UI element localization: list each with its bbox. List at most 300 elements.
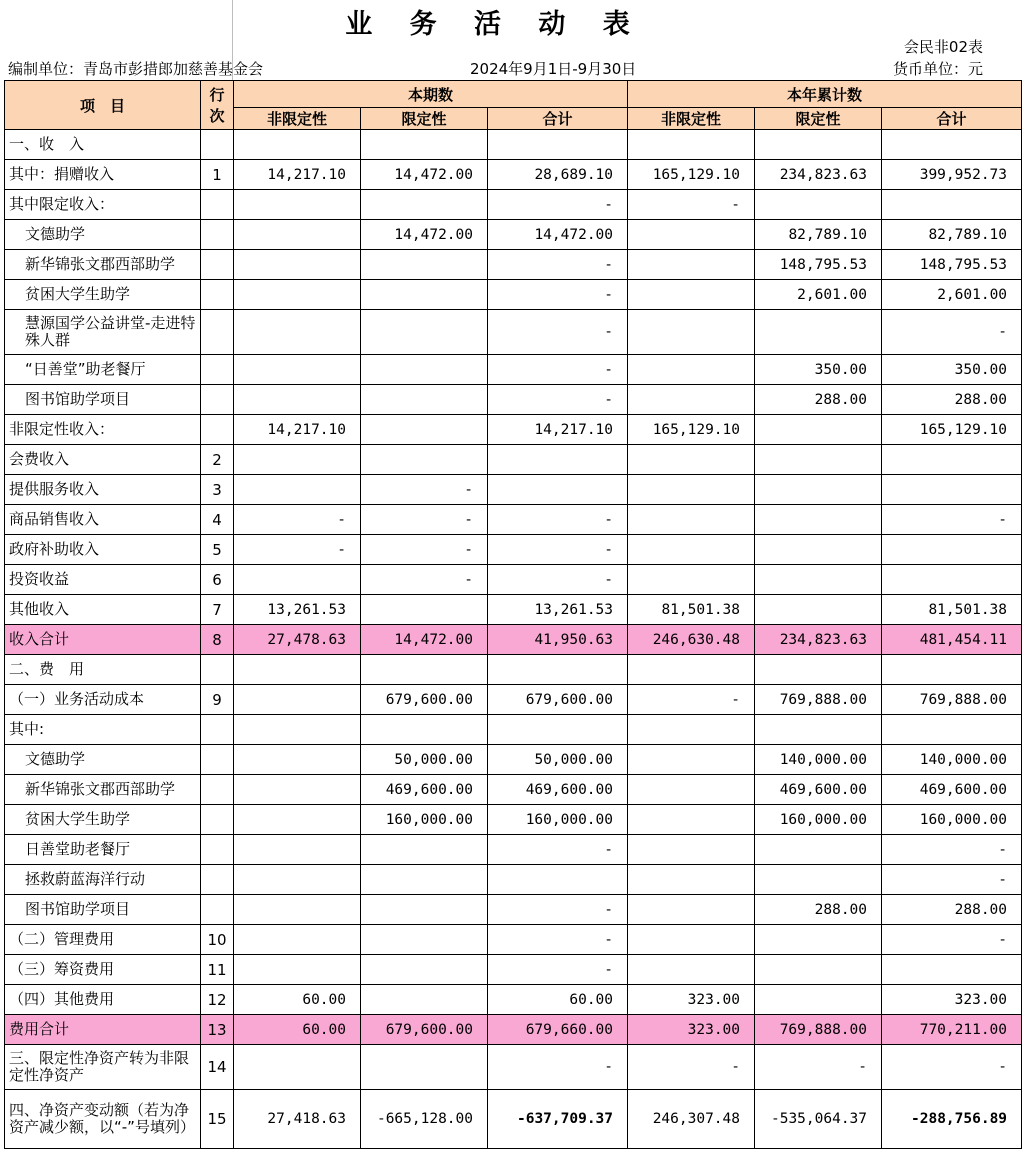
table-row [5, 985, 1022, 1015]
row-item-label: 政府补助收入 [5, 535, 201, 565]
row-item-label: 图书馆助学项目 [5, 385, 201, 415]
table-row [5, 925, 1022, 955]
table-row [5, 745, 1022, 775]
cell-ytd-unrestricted [628, 805, 755, 835]
header-ytd-restricted: 限定性 [755, 108, 882, 130]
reporting-unit-label: 编制单位： [8, 60, 84, 78]
cell-ytd-total: 81,501.38 [882, 595, 1022, 625]
cell-current-restricted [361, 415, 488, 445]
row-line-number [201, 280, 234, 310]
cell-ytd-total: - [882, 310, 1022, 355]
row-line-number: 15 [201, 1090, 234, 1149]
row-line-number: 11 [201, 955, 234, 985]
table-row [5, 1090, 1022, 1149]
cell-current-unrestricted [234, 130, 361, 160]
cell-current-total: - [488, 355, 628, 385]
cell-ytd-total: 399,952.73 [882, 160, 1022, 190]
cell-current-total: - [488, 535, 628, 565]
cell-current-unrestricted: - [234, 505, 361, 535]
cell-current-unrestricted [234, 355, 361, 385]
cell-current-total: 13,261.53 [488, 595, 628, 625]
activity-table [4, 80, 1022, 1149]
row-line-number: 7 [201, 595, 234, 625]
cell-current-restricted: 679,600.00 [361, 685, 488, 715]
header-ytd-total: 合计 [882, 108, 1022, 130]
cell-ytd-unrestricted [628, 310, 755, 355]
cell-ytd-restricted [755, 445, 882, 475]
cell-ytd-total [882, 130, 1022, 160]
cell-current-restricted [361, 250, 488, 280]
cell-current-restricted [361, 985, 488, 1015]
row-line-number [201, 655, 234, 685]
cell-current-restricted: 14,472.00 [361, 160, 488, 190]
cell-ytd-unrestricted [628, 445, 755, 475]
cell-ytd-restricted [755, 955, 882, 985]
cell-current-restricted: 160,000.00 [361, 805, 488, 835]
table-row [5, 310, 1022, 355]
cell-current-total: 14,217.10 [488, 415, 628, 445]
cell-current-restricted [361, 385, 488, 415]
cell-ytd-restricted [755, 535, 882, 565]
cell-ytd-unrestricted [628, 895, 755, 925]
row-item-label: 会费收入 [5, 445, 201, 475]
table-row [5, 280, 1022, 310]
cell-current-unrestricted [234, 865, 361, 895]
cell-current-total: - [488, 835, 628, 865]
cell-current-total: - [488, 505, 628, 535]
cell-current-restricted: - [361, 535, 488, 565]
row-line-number [201, 250, 234, 280]
row-line-number [201, 190, 234, 220]
row-item-label: 收入合计 [5, 625, 201, 655]
cell-ytd-total [882, 715, 1022, 745]
cell-current-restricted [361, 130, 488, 160]
cell-current-total: 50,000.00 [488, 745, 628, 775]
cell-current-unrestricted [234, 280, 361, 310]
cell-current-unrestricted [234, 310, 361, 355]
cell-current-unrestricted [234, 955, 361, 985]
cell-ytd-restricted: 288.00 [755, 895, 882, 925]
cell-current-total: 679,660.00 [488, 1015, 628, 1045]
cell-ytd-restricted: 769,888.00 [755, 685, 882, 715]
cell-ytd-restricted [755, 505, 882, 535]
cell-current-restricted [361, 955, 488, 985]
table-row [5, 595, 1022, 625]
row-item-label: （四）其他费用 [5, 985, 201, 1015]
table-row [5, 1045, 1022, 1090]
cell-ytd-total: 82,789.10 [882, 220, 1022, 250]
cell-ytd-restricted: 769,888.00 [755, 1015, 882, 1045]
row-line-number: 2 [201, 445, 234, 475]
cell-current-restricted [361, 595, 488, 625]
row-line-number [201, 865, 234, 895]
total-row [5, 625, 1022, 655]
table-row [5, 685, 1022, 715]
cell-ytd-total: 165,129.10 [882, 415, 1022, 445]
row-line-number: 5 [201, 535, 234, 565]
cell-ytd-unrestricted [628, 925, 755, 955]
header-current-unrestricted: 非限定性 [234, 108, 361, 130]
cell-current-total: 60.00 [488, 985, 628, 1015]
cell-ytd-restricted [755, 835, 882, 865]
table-row [5, 565, 1022, 595]
header-year-to-date: 本年累计数 [628, 81, 1022, 108]
table-row [5, 130, 1022, 160]
row-item-label: 其中: [5, 715, 201, 745]
cell-ytd-total: 288.00 [882, 895, 1022, 925]
row-item-label: 其他收入 [5, 595, 201, 625]
cell-ytd-restricted: 160,000.00 [755, 805, 882, 835]
cell-ytd-unrestricted: 246,307.48 [628, 1090, 755, 1149]
row-item-label: 费用合计 [5, 1015, 201, 1045]
cell-current-unrestricted: 27,478.63 [234, 625, 361, 655]
cell-ytd-unrestricted [628, 250, 755, 280]
cell-current-restricted [361, 715, 488, 745]
cell-ytd-total: 350.00 [882, 355, 1022, 385]
row-item-label: 图书馆助学项目 [5, 895, 201, 925]
cell-ytd-total: - [882, 1045, 1022, 1090]
cell-current-unrestricted: 27,418.63 [234, 1090, 361, 1149]
cell-current-unrestricted: - [234, 535, 361, 565]
cell-ytd-restricted [755, 310, 882, 355]
row-line-number: 3 [201, 475, 234, 505]
cell-ytd-restricted [755, 925, 882, 955]
cell-current-unrestricted [234, 190, 361, 220]
table-row [5, 805, 1022, 835]
cell-ytd-unrestricted: 323.00 [628, 1015, 755, 1045]
cell-ytd-total: - [882, 865, 1022, 895]
row-line-number: 14 [201, 1045, 234, 1090]
page-title: 业 务 活 动 表 [345, 9, 644, 40]
cell-current-restricted: 469,600.00 [361, 775, 488, 805]
header-current-restricted: 限定性 [361, 108, 488, 130]
row-item-label: 提供服务收入 [5, 475, 201, 505]
cell-current-unrestricted [234, 775, 361, 805]
cell-current-restricted [361, 865, 488, 895]
header-current-period: 本期数 [234, 81, 628, 108]
cell-ytd-unrestricted [628, 865, 755, 895]
cell-ytd-unrestricted [628, 535, 755, 565]
cell-current-total: 679,600.00 [488, 685, 628, 715]
cell-current-total: 160,000.00 [488, 805, 628, 835]
row-line-number [201, 220, 234, 250]
cell-current-total [488, 655, 628, 685]
cell-current-restricted: 50,000.00 [361, 745, 488, 775]
cell-ytd-restricted: 234,823.63 [755, 160, 882, 190]
cell-ytd-unrestricted [628, 955, 755, 985]
cell-ytd-total: 323.00 [882, 985, 1022, 1015]
table-row [5, 250, 1022, 280]
row-line-number: 13 [201, 1015, 234, 1045]
cell-current-restricted [361, 925, 488, 955]
cell-ytd-unrestricted [628, 745, 755, 775]
table-row [5, 535, 1022, 565]
cell-ytd-restricted: 288.00 [755, 385, 882, 415]
cell-current-total: - [488, 190, 628, 220]
table-row [5, 775, 1022, 805]
header-item: 项 目 [5, 81, 201, 130]
cell-current-unrestricted [234, 805, 361, 835]
cell-current-unrestricted: 60.00 [234, 985, 361, 1015]
cell-current-restricted [361, 895, 488, 925]
cell-ytd-restricted: 350.00 [755, 355, 882, 385]
cell-current-restricted [361, 655, 488, 685]
cell-ytd-total [882, 655, 1022, 685]
cell-ytd-restricted [755, 595, 882, 625]
row-line-number [201, 775, 234, 805]
cell-ytd-restricted [755, 130, 882, 160]
cell-current-total: 14,472.00 [488, 220, 628, 250]
cell-current-restricted [361, 1045, 488, 1090]
cell-current-restricted [361, 445, 488, 475]
cell-current-total [488, 445, 628, 475]
cell-current-total: - [488, 565, 628, 595]
cell-ytd-total: 770,211.00 [882, 1015, 1022, 1045]
row-item-label: 商品销售收入 [5, 505, 201, 535]
cell-ytd-restricted [755, 565, 882, 595]
cell-ytd-total: 160,000.00 [882, 805, 1022, 835]
cell-ytd-total: 481,454.11 [882, 625, 1022, 655]
row-item-label: 投资收益 [5, 565, 201, 595]
table-row [5, 655, 1022, 685]
cell-ytd-unrestricted [628, 130, 755, 160]
table-row [5, 445, 1022, 475]
cell-current-unrestricted [234, 925, 361, 955]
row-item-label: 新华锦张文郡西部助学 [5, 250, 201, 280]
cell-current-unrestricted [234, 715, 361, 745]
row-item-label: 其中：捐赠收入 [5, 160, 201, 190]
cell-current-unrestricted [234, 655, 361, 685]
cell-ytd-unrestricted [628, 475, 755, 505]
header-current-total: 合计 [488, 108, 628, 130]
cell-current-total [488, 865, 628, 895]
row-item-label: （一）业务活动成本 [5, 685, 201, 715]
row-line-number [201, 745, 234, 775]
cell-current-restricted [361, 355, 488, 385]
cell-current-total: - [488, 955, 628, 985]
cell-ytd-unrestricted: - [628, 685, 755, 715]
cell-current-unrestricted: 13,261.53 [234, 595, 361, 625]
cell-ytd-restricted: 469,600.00 [755, 775, 882, 805]
cell-current-restricted [361, 310, 488, 355]
row-item-label: 文德助学 [5, 745, 201, 775]
row-item-label: 文德助学 [5, 220, 201, 250]
cell-current-unrestricted [234, 250, 361, 280]
row-line-number: 8 [201, 625, 234, 655]
reporting-unit-name: 青岛市彭措郎加慈善基金会 [83, 60, 264, 78]
cell-ytd-unrestricted [628, 280, 755, 310]
table-row [5, 415, 1022, 445]
row-line-number: 6 [201, 565, 234, 595]
table-row [5, 160, 1022, 190]
cell-current-total: 41,950.63 [488, 625, 628, 655]
cell-current-unrestricted [234, 565, 361, 595]
row-line-number [201, 835, 234, 865]
cell-current-total: -637,709.37 [488, 1090, 628, 1149]
cell-ytd-total [882, 190, 1022, 220]
total-row [5, 1015, 1022, 1045]
table-row [5, 835, 1022, 865]
cell-current-total: 28,689.10 [488, 160, 628, 190]
cell-current-restricted: -665,128.00 [361, 1090, 488, 1149]
cell-ytd-restricted: - [755, 1045, 882, 1090]
cell-ytd-unrestricted [628, 835, 755, 865]
row-line-number [201, 805, 234, 835]
cell-ytd-unrestricted [628, 715, 755, 745]
table-row [5, 865, 1022, 895]
row-line-number [201, 895, 234, 925]
cell-ytd-total: -288,756.89 [882, 1090, 1022, 1149]
cell-ytd-unrestricted: - [628, 190, 755, 220]
cell-current-restricted: - [361, 505, 488, 535]
cell-current-restricted: - [361, 475, 488, 505]
cell-ytd-total: 288.00 [882, 385, 1022, 415]
cell-ytd-unrestricted [628, 565, 755, 595]
cell-ytd-restricted: 148,795.53 [755, 250, 882, 280]
cell-current-unrestricted [234, 445, 361, 475]
reporting-unit [8, 58, 263, 79]
cell-current-unrestricted: 14,217.10 [234, 160, 361, 190]
cell-current-total: - [488, 385, 628, 415]
cell-current-unrestricted [234, 835, 361, 865]
cell-ytd-unrestricted [628, 355, 755, 385]
cell-ytd-unrestricted: 323.00 [628, 985, 755, 1015]
row-item-label: 一、收 入 [5, 130, 201, 160]
row-line-number [201, 130, 234, 160]
cell-ytd-restricted [755, 190, 882, 220]
cell-ytd-restricted [755, 655, 882, 685]
cell-ytd-total: 148,795.53 [882, 250, 1022, 280]
cell-ytd-unrestricted [628, 385, 755, 415]
cell-current-total: 469,600.00 [488, 775, 628, 805]
row-item-label: 非限定性收入： [5, 415, 201, 445]
cell-ytd-total: - [882, 835, 1022, 865]
row-item-label: （三）筹资费用 [5, 955, 201, 985]
cell-ytd-restricted [755, 715, 882, 745]
row-line-number [201, 355, 234, 385]
cell-current-unrestricted [234, 1045, 361, 1090]
row-line-number: 12 [201, 985, 234, 1015]
table-row [5, 895, 1022, 925]
row-line-number: 1 [201, 160, 234, 190]
row-line-number: 4 [201, 505, 234, 535]
cell-current-unrestricted [234, 895, 361, 925]
table-row [5, 220, 1022, 250]
table-row [5, 955, 1022, 985]
cell-current-restricted: - [361, 565, 488, 595]
table-row [5, 190, 1022, 220]
row-item-label: “日善堂”助老餐厅 [5, 355, 201, 385]
row-item-label: 其中限定收入： [5, 190, 201, 220]
cell-current-restricted [361, 280, 488, 310]
header-line-no: 行次 [201, 81, 234, 130]
table-row [5, 715, 1022, 745]
table-row [5, 505, 1022, 535]
header-ytd-unrestricted: 非限定性 [628, 108, 755, 130]
table-row [5, 355, 1022, 385]
cell-ytd-unrestricted [628, 775, 755, 805]
cell-ytd-total [882, 475, 1022, 505]
row-item-label: 拯救蔚蓝海洋行动 [5, 865, 201, 895]
cell-current-total [488, 475, 628, 505]
row-item-label: 新华锦张文郡西部助学 [5, 775, 201, 805]
cell-ytd-total [882, 445, 1022, 475]
cell-ytd-unrestricted: 165,129.10 [628, 160, 755, 190]
row-line-number [201, 415, 234, 445]
cell-ytd-total: 769,888.00 [882, 685, 1022, 715]
cell-ytd-restricted [755, 865, 882, 895]
table-row [5, 475, 1022, 505]
cell-ytd-restricted: 2,601.00 [755, 280, 882, 310]
row-line-number: 10 [201, 925, 234, 955]
cell-current-unrestricted [234, 220, 361, 250]
cell-ytd-total: - [882, 505, 1022, 535]
cell-current-restricted: 14,472.00 [361, 625, 488, 655]
cell-current-restricted [361, 835, 488, 865]
cell-ytd-unrestricted: - [628, 1045, 755, 1090]
cell-current-total: - [488, 1045, 628, 1090]
row-item-label: 慧源国学公益讲堂-走进特殊人群 [5, 310, 201, 355]
cell-ytd-unrestricted [628, 505, 755, 535]
cell-current-unrestricted [234, 685, 361, 715]
cell-current-total [488, 715, 628, 745]
row-line-number [201, 385, 234, 415]
row-item-label: （二）管理费用 [5, 925, 201, 955]
cell-ytd-total: - [882, 925, 1022, 955]
cell-ytd-unrestricted [628, 220, 755, 250]
cell-ytd-restricted [755, 415, 882, 445]
currency-unit: 货币单位：元 [892, 60, 983, 78]
cell-current-total: - [488, 895, 628, 925]
cell-ytd-restricted: 82,789.10 [755, 220, 882, 250]
cell-ytd-total [882, 565, 1022, 595]
cell-current-total [488, 130, 628, 160]
cell-current-unrestricted [234, 745, 361, 775]
cell-ytd-restricted [755, 985, 882, 1015]
cell-ytd-total [882, 535, 1022, 565]
cell-ytd-restricted: -535,064.37 [755, 1090, 882, 1149]
cell-current-unrestricted [234, 385, 361, 415]
cell-current-total: - [488, 250, 628, 280]
cell-ytd-total: 469,600.00 [882, 775, 1022, 805]
cell-current-unrestricted [234, 475, 361, 505]
row-line-number [201, 310, 234, 355]
cell-current-total: - [488, 925, 628, 955]
cell-ytd-restricted [755, 475, 882, 505]
row-line-number [201, 715, 234, 745]
report-period: 2024年9月1日-9月30日 [470, 60, 637, 78]
row-item-label: 三、限定性净资产转为非限定性净资产 [5, 1045, 201, 1090]
cell-ytd-total [882, 955, 1022, 985]
cell-current-restricted [361, 190, 488, 220]
row-item-label: 二、费 用 [5, 655, 201, 685]
cell-ytd-total: 2,601.00 [882, 280, 1022, 310]
row-item-label: 贫困大学生助学 [5, 805, 201, 835]
cell-current-restricted: 14,472.00 [361, 220, 488, 250]
cell-current-unrestricted: 14,217.10 [234, 415, 361, 445]
row-item-label: 日善堂助老餐厅 [5, 835, 201, 865]
cell-ytd-restricted: 140,000.00 [755, 745, 882, 775]
row-item-label: 贫困大学生助学 [5, 280, 201, 310]
cell-current-total: - [488, 280, 628, 310]
table-row [5, 385, 1022, 415]
cell-ytd-unrestricted: 165,129.10 [628, 415, 755, 445]
cell-current-total: - [488, 310, 628, 355]
cell-ytd-unrestricted: 246,630.48 [628, 625, 755, 655]
cell-ytd-total: 140,000.00 [882, 745, 1022, 775]
cell-current-restricted: 679,600.00 [361, 1015, 488, 1045]
row-line-number: 9 [201, 685, 234, 715]
